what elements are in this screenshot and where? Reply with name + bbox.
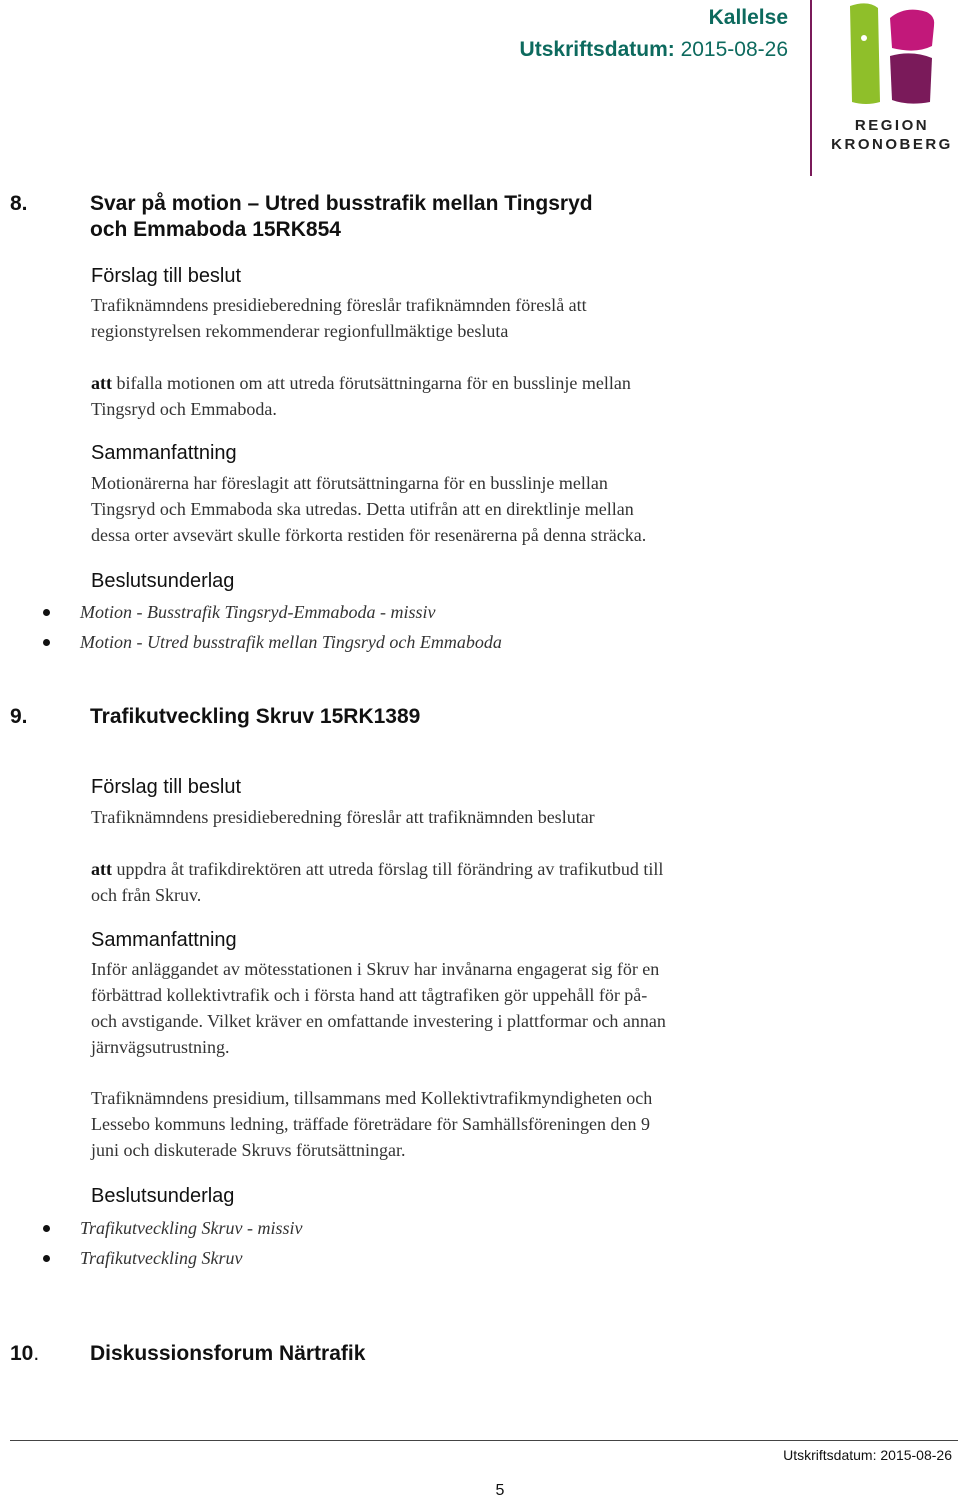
region-kronoberg-logo bbox=[810, 0, 960, 176]
decision-prefix: att bbox=[91, 859, 112, 879]
agenda-item-title bbox=[90, 191, 750, 243]
documents-list bbox=[0, 1213, 800, 1273]
agenda-item-number: 8. bbox=[10, 192, 28, 215]
logo-line-region: REGION bbox=[854, 117, 930, 134]
agenda-item-number: 9. bbox=[10, 705, 28, 728]
agenda-item-number-value: 10 bbox=[10, 1342, 34, 1365]
decision-prefix: att bbox=[91, 373, 112, 393]
text-line bbox=[91, 370, 811, 396]
text-line: Motionärerna har föreslagit att förutsättningarna för en busslinje mellan bbox=[91, 473, 608, 493]
summary-paragraph-2 bbox=[91, 1085, 811, 1163]
text-line: Tingsryd och Emmaboda ska utredas. Detta utifrån att en direktlinje mellan bbox=[91, 499, 634, 519]
agenda-item-9-heading bbox=[0, 704, 760, 734]
proposal-text bbox=[91, 292, 811, 344]
agenda-item-8-heading bbox=[0, 191, 760, 251]
logo-wordmark bbox=[824, 116, 960, 154]
text-line: Trafiknämndens presidium, tillsammans med Kollektivtrafikmyndigheten och bbox=[91, 1088, 653, 1108]
decision-line: bifalla motionen om att utreda förutsättningarna för en busslinje mellan bbox=[112, 373, 631, 393]
decision-line: uppdra åt trafikdirektören att utreda förslag till förändring av trafikutbud till bbox=[112, 859, 664, 879]
document-link[interactable]: Trafikutveckling Skruv - missiv bbox=[0, 1213, 800, 1243]
text-line: juni och diskuterade Skruvs förutsättningar. bbox=[91, 1140, 406, 1160]
document-link[interactable]: Motion - Busstrafik Tingsryd-Emmaboda - missiv bbox=[0, 597, 800, 627]
logo-mark-icon bbox=[846, 2, 938, 106]
decision-text bbox=[91, 856, 811, 908]
text-line: Inför anläggandet av mötesstationen i Skruv har invånarna engagerat sig för en bbox=[91, 959, 660, 979]
footer-print-date-value: 2015-08-26 bbox=[880, 1447, 952, 1463]
page-number: 5 bbox=[495, 1482, 505, 1499]
agenda-item-title-line: Svar på motion – Utred busstrafik mellan Tingsryd bbox=[90, 192, 593, 215]
agenda-item-number bbox=[10, 1341, 39, 1367]
document-link[interactable]: Motion - Utred busstrafik mellan Tingsryd och Emmaboda bbox=[0, 627, 800, 657]
summary-heading: Sammanfattning bbox=[91, 442, 237, 464]
proposal-text: Trafiknämndens presidieberedning föreslår att trafiknämnden beslutar bbox=[91, 807, 595, 827]
agenda-item-10-heading bbox=[0, 1341, 760, 1371]
text-line: dessa orter avsevärt skulle förkorta restiden för resenärerna på denna sträcka. bbox=[91, 525, 647, 545]
header-print-date-value: 2015-08-26 bbox=[680, 38, 788, 61]
summary-heading: Sammanfattning bbox=[91, 929, 237, 951]
footer-print-date-label: Utskriftsdatum: bbox=[783, 1447, 877, 1463]
header-print-date bbox=[520, 38, 788, 62]
footer-print-date bbox=[783, 1447, 952, 1463]
text-line: och avstigande. Vilket kräver en omfattande investering i plattformar och annan bbox=[91, 1011, 666, 1031]
agenda-item-title: Trafikutveckling Skruv 15RK1389 bbox=[90, 705, 421, 728]
document-link[interactable]: Trafikutveckling Skruv bbox=[0, 1243, 800, 1273]
header-print-date-label: Utskriftsdatum: bbox=[519, 38, 675, 61]
text-line bbox=[91, 856, 811, 882]
text-line: järnvägsutrustning. bbox=[91, 1037, 230, 1057]
document-type: Kallelse bbox=[708, 6, 788, 29]
text-line: och från Skruv. bbox=[91, 885, 202, 905]
proposal-heading: Förslag till beslut bbox=[91, 265, 242, 287]
docs-heading: Beslutsunderlag bbox=[91, 570, 235, 592]
logo-line-kronoberg: KRONOBERG bbox=[831, 136, 953, 153]
logo-divider bbox=[810, 0, 812, 176]
text-line: Tingsryd och Emmaboda. bbox=[91, 399, 277, 419]
agenda-item-title-line: och Emmaboda 15RK854 bbox=[90, 218, 341, 241]
proposal-heading: Förslag till beslut bbox=[91, 776, 242, 798]
docs-heading: Beslutsunderlag bbox=[91, 1185, 235, 1207]
text-line: regionstyrelsen rekommenderar regionfullmäktige besluta bbox=[91, 321, 509, 341]
text-line: Lessebo kommuns ledning, träffade företrädare för Samhällsföreningen den 9 bbox=[91, 1114, 650, 1134]
summary-paragraph-1 bbox=[91, 956, 811, 1060]
text-line: förbättrad kollektivtrafik och i första hand att tågtrafiken gör uppehåll för på- bbox=[91, 985, 648, 1005]
decision-text bbox=[91, 370, 811, 422]
agenda-item-number-suffix: . bbox=[33, 1342, 40, 1365]
footer-divider bbox=[10, 1440, 958, 1441]
documents-list bbox=[0, 597, 800, 657]
text-line: Trafiknämndens presidieberedning föreslår trafiknämnden föreslå att bbox=[91, 295, 587, 315]
agenda-item-title: Diskussionsforum Närtrafik bbox=[90, 1342, 366, 1365]
summary-text bbox=[91, 470, 811, 548]
